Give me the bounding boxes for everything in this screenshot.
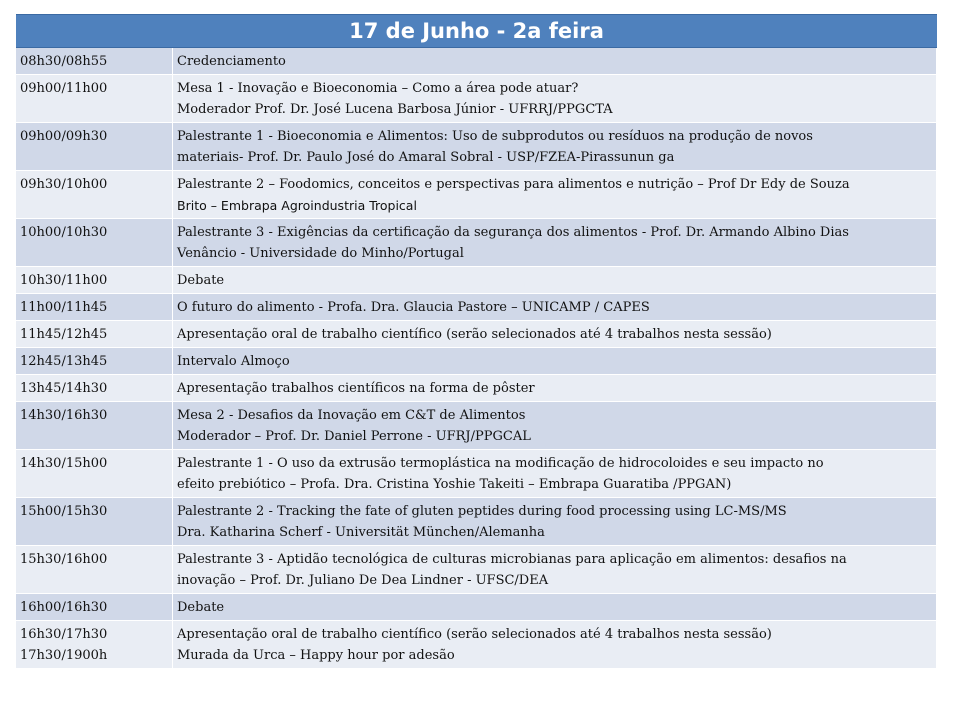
- time-cell: 12h45/13h45: [16, 348, 173, 375]
- activity-line: Debate: [177, 600, 225, 615]
- time-cell: 13h45/14h30: [16, 375, 173, 402]
- activity-line: Moderador – Prof. Dr. Daniel Perrone - UFRJ/PPGCAL: [177, 429, 531, 444]
- activity-line: Apresentação oral de trabalho científico (serão selecionados até 4 trabalhos nesta sessão): [177, 627, 772, 642]
- table-row: [16, 450, 937, 498]
- table-row: [16, 75, 937, 123]
- activity-line: Dra. Katharina Scherf - Universität München/Alemanha: [177, 525, 545, 540]
- activity-line: Moderador Prof. Dr. José Lucena Barbosa Júnior - UFRRJ/PPGCTA: [177, 102, 613, 117]
- table-row: [16, 219, 937, 267]
- time-cell: [16, 621, 173, 669]
- activity-line: Palestrante 2 – Foodomics, conceitos e perspectivas para alimentos e nutrição – Prof Dr Edy de Souza: [177, 177, 850, 192]
- activity-line: O futuro do alimento - Profa. Dra. Glaucia Pastore – UNICAMP / CAPES: [177, 300, 650, 315]
- table-row: [16, 294, 937, 321]
- activity-cell: [173, 498, 937, 546]
- activity-cell: [173, 594, 937, 621]
- schedule-table: [16, 48, 937, 669]
- activity-line: Palestrante 1 - O uso da extrusão termoplástica na modificação de hidrocoloides e seu impacto no: [177, 456, 824, 471]
- activity-cell: [173, 402, 937, 450]
- time-cell: 09h30/10h00: [16, 171, 173, 219]
- activity-cell: [173, 621, 937, 669]
- activity-cell: [173, 48, 937, 75]
- activity-line: inovação – Prof. Dr. Juliano De Dea Lindner - UFSC/DEA: [177, 573, 549, 588]
- table-row: [16, 402, 937, 450]
- table-row: [16, 498, 937, 546]
- table-row: [16, 375, 937, 402]
- activity-line: Mesa 2 - Desafios da Inovação em C&T de Alimentos: [177, 408, 526, 423]
- time-cell: 14h30/15h00: [16, 450, 173, 498]
- table-row: [16, 321, 937, 348]
- time-cell: 15h30/16h00: [16, 546, 173, 594]
- schedule-sheet: [16, 14, 937, 669]
- table-row: [16, 48, 937, 75]
- activity-line: Credenciamento: [177, 54, 286, 69]
- time-cell: 10h30/11h00: [16, 267, 173, 294]
- activity-cell: [173, 123, 937, 171]
- table-row: [16, 594, 937, 621]
- activity-line: Apresentação trabalhos científicos na forma de pôster: [177, 381, 535, 396]
- table-row: [16, 348, 937, 375]
- activity-cell: [173, 546, 937, 594]
- activity-line: Venâncio - Universidade do Minho/Portugal: [177, 246, 464, 261]
- time-cell: 14h30/16h30: [16, 402, 173, 450]
- activity-cell: [173, 375, 937, 402]
- time-cell: 15h00/15h30: [16, 498, 173, 546]
- time-cell: 16h00/16h30: [16, 594, 173, 621]
- activity-line: Intervalo Almoço: [177, 354, 290, 369]
- activity-cell: [173, 75, 937, 123]
- time-line: 17h30/1900h: [20, 648, 108, 663]
- activity-line: Mesa 1 - Inovação e Bioeconomia – Como a área pode atuar?: [177, 81, 579, 96]
- activity-line: Brito – Embrapa Agroindustria Tropical: [177, 198, 417, 213]
- activity-line: Debate: [177, 273, 225, 288]
- activity-line: Murada da Urca – Happy hour por adesão: [177, 648, 455, 663]
- table-row: [16, 171, 937, 219]
- time-cell: 08h30/08h55: [16, 48, 173, 75]
- table-row: [16, 546, 937, 594]
- table-row: [16, 123, 937, 171]
- activity-line: Palestrante 3 - Exigências da certificação da segurança dos alimentos - Prof. Dr. Armando Albino Dias: [177, 225, 849, 240]
- table-row: [16, 267, 937, 294]
- activity-line: materiais- Prof. Dr. Paulo José do Amaral Sobral - USP/FZEA-Pirassunun ga: [177, 150, 675, 165]
- activity-line: efeito prebiótico – Profa. Dra. Cristina Yoshie Takeiti – Embrapa Guaratiba /PPGAN): [177, 477, 732, 492]
- activity-cell: [173, 294, 937, 321]
- activity-line: Apresentação oral de trabalho científico (serão selecionados até 4 trabalhos nesta sessão): [177, 327, 772, 342]
- time-cell: 11h00/11h45: [16, 294, 173, 321]
- time-cell: 09h00/09h30: [16, 123, 173, 171]
- time-cell: 09h00/11h00: [16, 75, 173, 123]
- activity-cell: [173, 171, 937, 219]
- activity-line: Palestrante 1 - Bioeconomia e Alimentos: Uso de subprodutos ou resíduos na produção de novos: [177, 129, 813, 144]
- activity-line: Palestrante 3 - Aptidão tecnológica de culturas microbianas para aplicação em alimentos: desafios na: [177, 552, 847, 567]
- table-row: [16, 621, 937, 669]
- time-line: 16h30/17h30: [20, 627, 108, 642]
- page-title: 17 de Junho - 2a feira: [16, 14, 937, 48]
- activity-cell: [173, 267, 937, 294]
- activity-cell: [173, 321, 937, 348]
- activity-cell: [173, 219, 937, 267]
- time-cell: 11h45/12h45: [16, 321, 173, 348]
- activity-cell: [173, 450, 937, 498]
- time-cell: 10h00/10h30: [16, 219, 173, 267]
- activity-line: Palestrante 2 - Tracking the fate of gluten peptides during food processing using LC-MS/MS: [177, 504, 787, 519]
- activity-cell: [173, 348, 937, 375]
